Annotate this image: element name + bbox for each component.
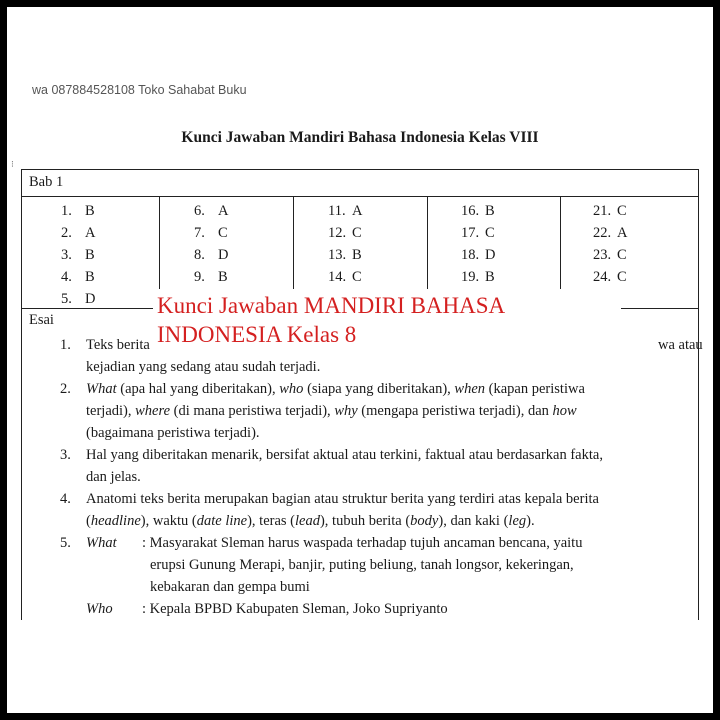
document-page <box>7 7 713 713</box>
watermark-line-1: Kunci Jawaban MANDIRI BAHASA <box>157 293 506 318</box>
answer-22: 22. A <box>593 225 628 241</box>
answer-17: 17. C <box>461 225 495 241</box>
essay-item-4: 4. Anatomi teks berita merupakan bagian atau struktur berita yang terdiri atas kepala berita (headline), waktu (date line), teras (lead), tubuh berita (body), dan kaki (leg). <box>60 491 599 529</box>
answer-9: 9. B <box>194 269 228 285</box>
watermark-text <box>153 291 611 349</box>
essay-item-3: 3. Hal yang diberitakan menarik, bersifat aktual atau terkini, faktual atau berdasarkan fakta, dan jelas. <box>60 447 603 485</box>
answer-5: 5. D <box>61 291 96 307</box>
answer-19: 19. B <box>461 269 495 285</box>
answer-table <box>21 169 703 620</box>
essay-item-5: 5. What : Masyarakat Sleman harus waspada terhadap tujuh ancaman bencana, yaitu erupsi Gunung Merapi, banjir, puting beliung, tanah longsor, kekeringan, kebakaran dan gempa bumi Who : Kepala BPBD Kabupaten Sleman, Joko Supriyanto <box>60 535 583 617</box>
chapter-label: Bab 1 <box>29 174 64 190</box>
answer-1: 1. B <box>61 203 95 219</box>
answer-23: 23. C <box>593 247 627 263</box>
essay-item-2: 2. What (apa hal yang diberitakan), who (siapa yang diberitakan), when (kapan peristiwa terjadi), where (di mana peristiwa terjadi), why (mengapa peristiwa terjadi), dan how (bagaimana peristiwa terjadi). <box>60 381 585 441</box>
essay-section-label: Esai <box>29 312 54 328</box>
watermark-line-2: INDONESIA Kelas 8 <box>157 322 357 347</box>
chapter-header-cell <box>22 170 698 197</box>
answer-11: 11. A <box>328 203 363 219</box>
answer-6: 6. A <box>194 203 229 219</box>
answer-13: 13. B <box>328 247 362 263</box>
answer-7: 7. C <box>194 225 228 241</box>
essay-item-1: 1. Teks berita wa atau kejadian yang sedang atau sudah terjadi. <box>60 337 703 375</box>
answer-3: 3. B <box>61 247 95 263</box>
answer-8: 8. D <box>194 247 229 263</box>
answer-2: 2. A <box>61 225 96 241</box>
answer-24: 24. C <box>593 269 627 285</box>
answer-4: 4. B <box>61 269 95 285</box>
answer-18: 18. D <box>461 247 496 263</box>
answer-14: 14. C <box>328 269 362 285</box>
table-anchor-icon: ⁝ <box>11 159 14 169</box>
contact-note: wa 087884528108 Toko Sahabat Buku <box>32 83 247 97</box>
document-title: Kunci Jawaban Mandiri Bahasa Indonesia Kelas VIII <box>181 129 539 146</box>
answer-12: 12. C <box>328 225 362 241</box>
answer-16: 16. B <box>461 203 495 219</box>
answer-21: 21. C <box>593 203 627 219</box>
